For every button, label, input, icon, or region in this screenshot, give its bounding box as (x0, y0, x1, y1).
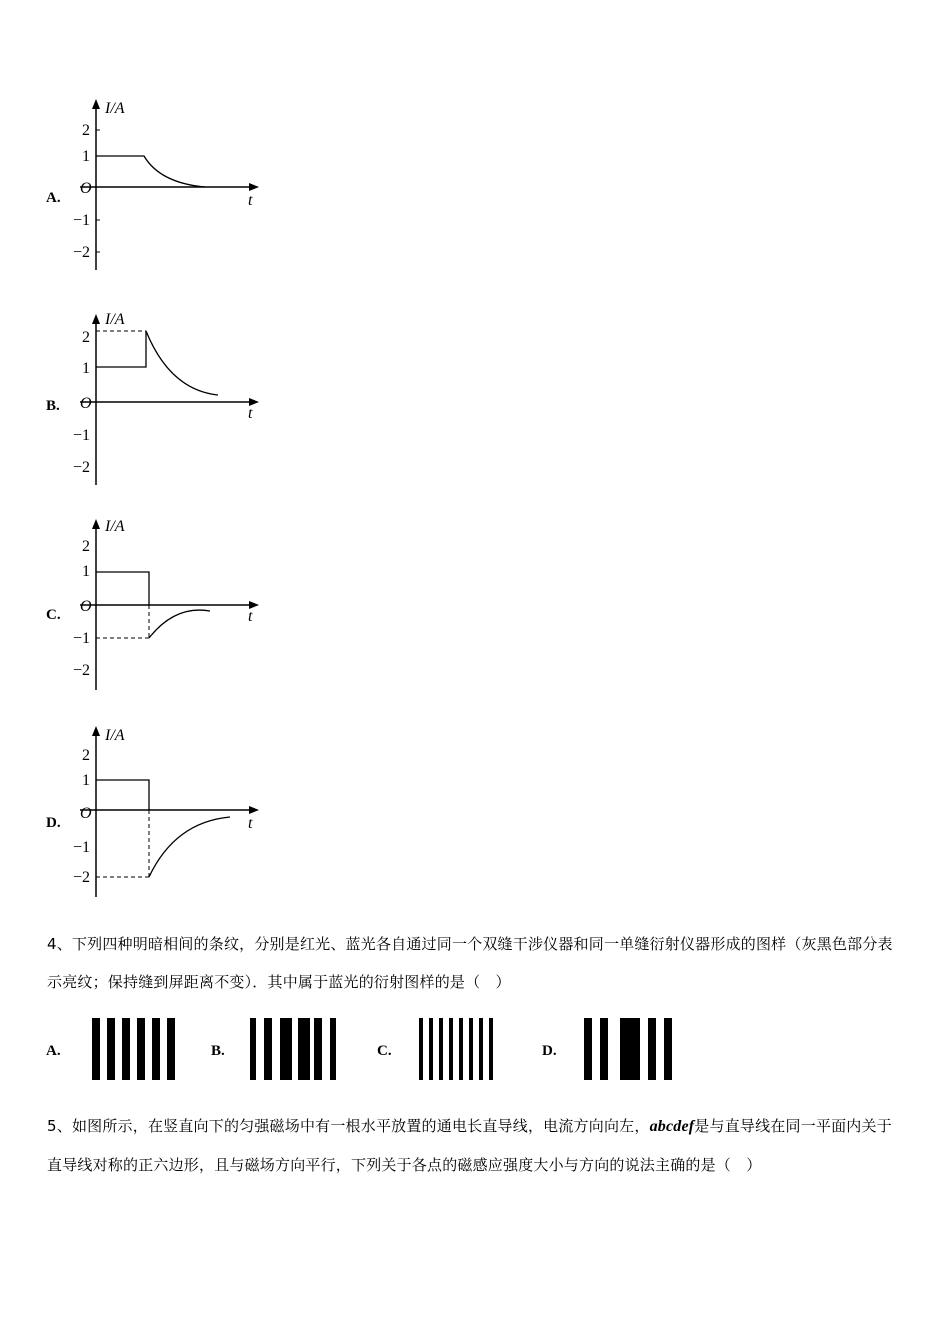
series-solid-positive (96, 572, 149, 605)
x-axis-arrow (249, 183, 259, 191)
tick-2: 2 (82, 122, 90, 139)
fringe-bar-7 (489, 1018, 493, 1080)
q4-option-a-label: A. (46, 1043, 61, 1059)
origin-label: O (80, 598, 92, 615)
fringe-bar-0 (584, 1018, 592, 1080)
question-5-text (47, 1107, 907, 1184)
fringe-bar-5 (167, 1018, 175, 1080)
x-axis-label: t (248, 608, 253, 625)
fringe-bar-2 (439, 1018, 443, 1080)
graph-d (60, 722, 270, 906)
tick-neg2: −2 (73, 459, 91, 476)
fringe-bar-2 (280, 1018, 292, 1080)
tick-1: 1 (82, 563, 90, 580)
option-label-b: B. (46, 398, 60, 414)
option-label-d: D. (46, 815, 61, 831)
tick-1: 1 (82, 360, 90, 377)
fringe-bar-2 (620, 1018, 640, 1080)
x-axis-label: t (248, 192, 253, 209)
fringe-bar-2 (122, 1018, 130, 1080)
y-axis-label: I/A (105, 727, 125, 744)
graph-c-svg (60, 515, 270, 695)
fringe-bar-1 (107, 1018, 115, 1080)
graph-b (60, 310, 270, 494)
x-axis-label: t (248, 405, 253, 422)
tick-1: 1 (82, 148, 90, 165)
tick-neg1: −1 (73, 839, 91, 856)
series-solid (96, 331, 218, 395)
fringe-bar-1 (264, 1018, 272, 1080)
series-solid-negative (149, 817, 230, 877)
graph-a-svg (60, 95, 270, 275)
q5-text-before: 5、如图所示，在竖直向下的匀强磁场中有一根水平放置的通电长直导线，电流方向向左， (47, 1117, 650, 1135)
graph-b-svg (60, 310, 270, 490)
fringe-bar-6 (479, 1018, 483, 1080)
fringe-bar-0 (419, 1018, 423, 1080)
y-axis-arrow (92, 99, 100, 109)
fringe-bar-1 (600, 1018, 608, 1080)
origin-label: O (80, 395, 92, 412)
fringe-bar-4 (459, 1018, 463, 1080)
fringe-bar-0 (250, 1018, 256, 1080)
q4-option-b-label: B. (211, 1043, 225, 1059)
tick-neg2: −2 (73, 244, 91, 261)
fringe-bar-3 (298, 1018, 310, 1080)
tick-1: 1 (82, 772, 90, 789)
y-axis-label: I/A (105, 100, 125, 117)
tick-neg2: −2 (73, 662, 91, 679)
graph-a (60, 95, 270, 279)
option-label-c: C. (46, 607, 61, 623)
tick-neg1: −1 (73, 212, 91, 229)
question-4-text: 4、下列四种明暗相间的条纹，分别是红光、蓝光各自通过同一个双缝干涉仪器和同一单缝衍射仪器形成的图样（灰黑色部分表示亮纹；保持缝到屏距离不变）．其中属于蓝光的衍射图样的是（ ） (47, 935, 893, 991)
series-solid-negative (149, 610, 210, 638)
q4-fringe-b (250, 1018, 340, 1080)
q5-italic-term: abcdef (649, 1118, 695, 1135)
tick-2: 2 (82, 538, 90, 555)
fringe-bar-4 (152, 1018, 160, 1080)
q5-text-after: 是与直导线在同一平面内关于直导线对称的正六边形，且与磁场方向平行，下列关于各点的磁感应强度大小与方向的说法主确的是（ ） (47, 1117, 892, 1174)
x-axis-label: t (248, 815, 253, 832)
fringe-bar-5 (469, 1018, 473, 1080)
fringe-bar-5 (330, 1018, 336, 1080)
option-label-a: A. (46, 190, 61, 206)
tick-2: 2 (82, 747, 90, 764)
fringe-bar-4 (314, 1018, 322, 1080)
series-solid (96, 156, 205, 187)
tick-neg1: −1 (73, 427, 91, 444)
fringe-bar-4 (664, 1018, 672, 1080)
y-axis-label: I/A (105, 311, 125, 328)
graph-d-svg (60, 722, 270, 902)
origin-label: O (80, 805, 92, 822)
series-solid-positive (96, 780, 149, 810)
fringe-bar-1 (429, 1018, 433, 1080)
tick-neg1: −1 (73, 630, 91, 647)
q4-option-d-label: D. (542, 1043, 557, 1059)
origin-label: O (80, 180, 92, 197)
fringe-bar-3 (137, 1018, 145, 1080)
graph-c (60, 515, 270, 699)
y-axis-label: I/A (105, 518, 125, 535)
q4-fringe-d (584, 1018, 679, 1080)
fringe-bar-3 (449, 1018, 453, 1080)
q4-fringe-a (92, 1018, 182, 1080)
q4-option-c-label: C. (377, 1043, 392, 1059)
tick-neg2: −2 (73, 869, 91, 886)
fringe-bar-3 (648, 1018, 656, 1080)
q4-fringe-c (419, 1018, 499, 1080)
tick-2: 2 (82, 329, 90, 346)
fringe-bar-0 (92, 1018, 100, 1080)
